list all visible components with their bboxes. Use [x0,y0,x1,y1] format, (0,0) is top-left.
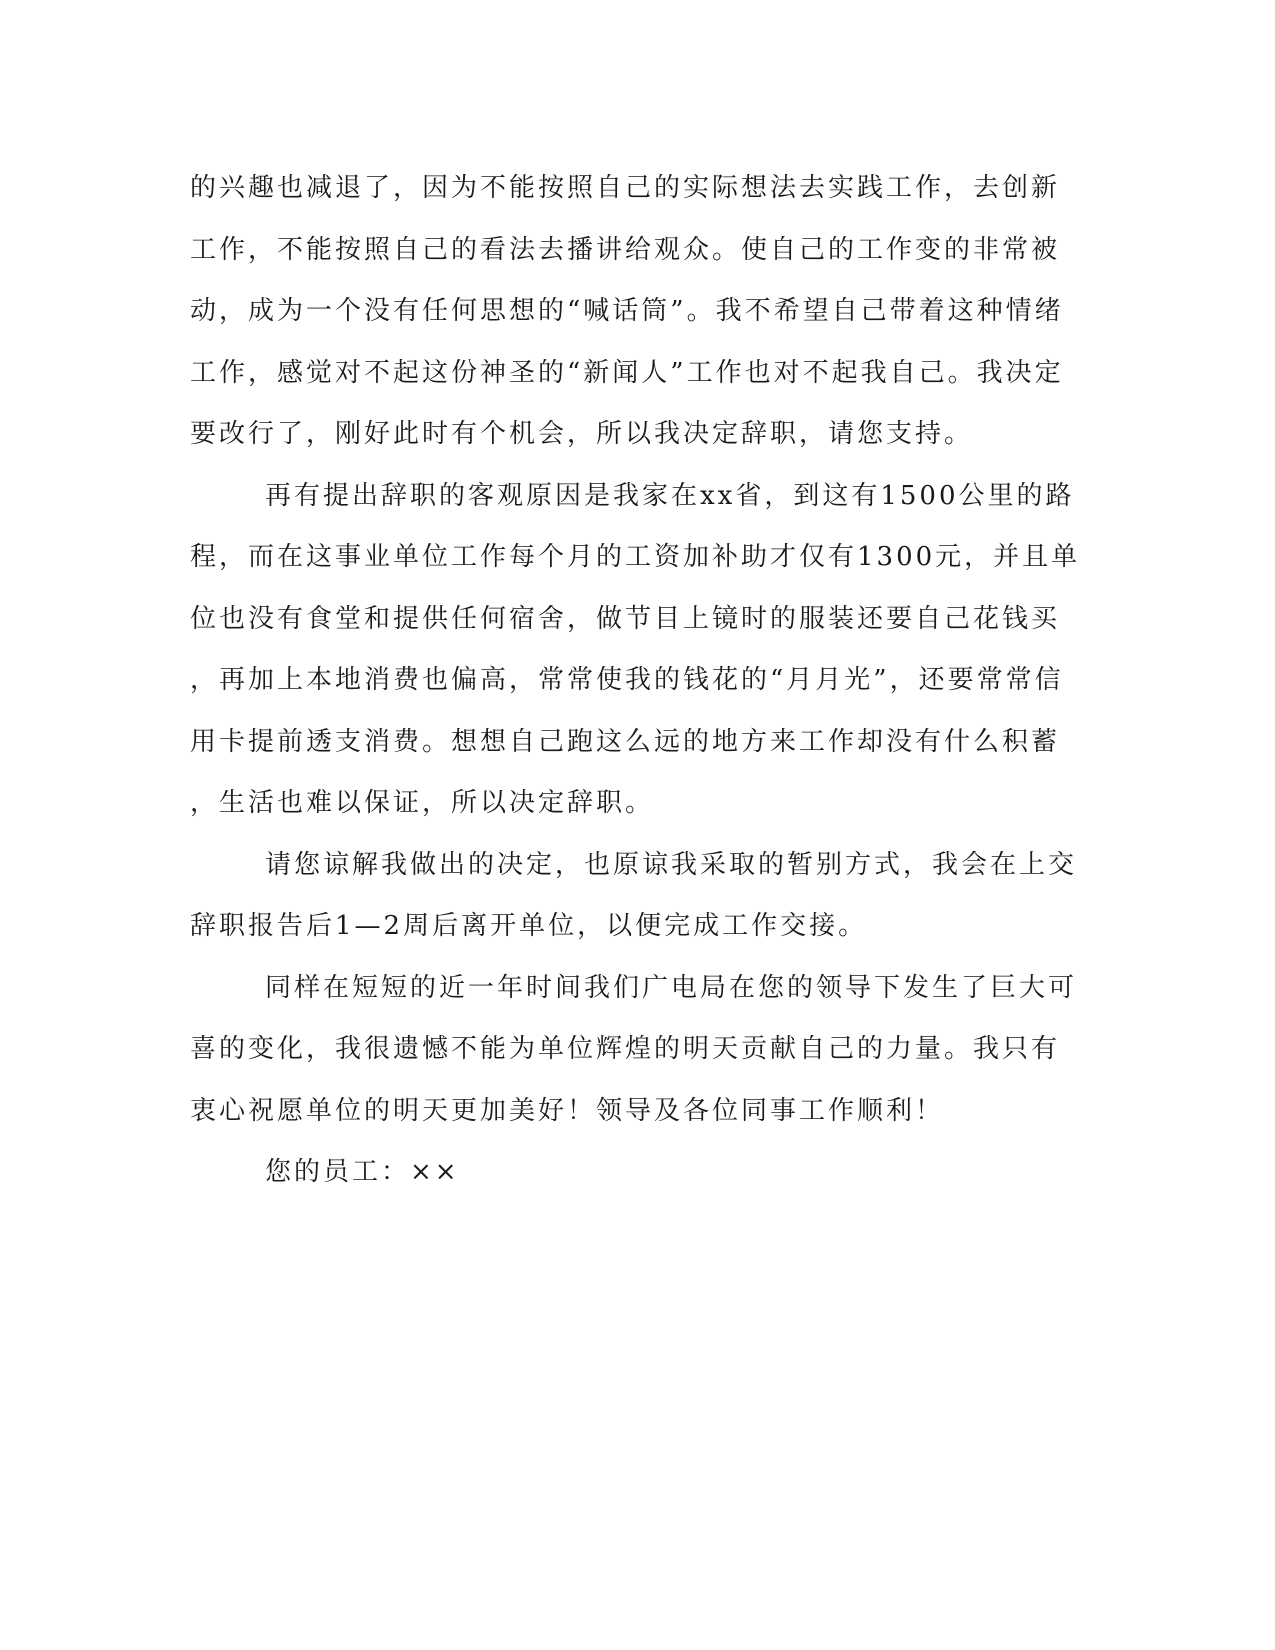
signature [190,1142,1080,1204]
text-line: 工作，不能按照自己的看法去播讲给观众。使自己的工作变的非常被 [190,234,1061,265]
text-line: 位也没有食堂和提供任何宿舍，做节目上镜时的服装还要自己花钱买 [190,603,1061,634]
text-line: 喜的变化，我很遗憾不能为单位辉煌的明天贡献自己的力量。我只有 [190,1034,1061,1064]
letter-body [190,158,1080,1204]
paragraph-reason-objective [190,466,1080,835]
text-line: ，生活也难以保证，所以决定辞职。 [190,788,655,818]
text-line: 用卡提前透支消费。想想自己跑这么远的地方来工作却没有什么积蓄 [190,726,1061,757]
text-line: 动，成为一个没有任何思想的“喊话筒”。我不希望自己带着这种情绪 [190,296,1064,326]
text-line: ，再加上本地消费也偏高，常常使我的钱花的“月月光”，还要常常信 [190,665,1064,695]
text-line: 同样在短短的近一年时间我们广电局在您的领导下发生了巨大可 [265,972,1078,1003]
paragraph-reason-personal [190,158,1080,466]
text-line: 辞职报告后1—2周后离开单位，以便完成工作交接。 [190,911,868,941]
paragraph-closing-wishes [190,958,1080,1143]
text-line: 再有提出辞职的客观原因是我家在xx省，到这有1500公里的路 [265,480,1075,511]
text-line: 请您谅解我做出的决定，也原谅我采取的暂别方式，我会在上交 [265,849,1078,880]
text-line: 程，而在这事业单位工作每个月的工资加补助才仅有1300元，并且单 [190,542,1081,572]
text-line: 要改行了，刚好此时有个机会，所以我决定辞职，请您支持。 [190,419,974,449]
text-line: 衷心祝愿单位的明天更加美好！领导及各位同事工作顺利！ [190,1095,945,1126]
signature-line: 您的员工：×× [265,1157,460,1187]
text-line: 工作，感觉对不起这份神圣的“新闻人”工作也对不起我自己。我决定 [190,357,1064,388]
paragraph-request [190,835,1080,958]
text-line: 的兴趣也减退了，因为不能按照自己的实际想法去实践工作，去创新 [190,173,1061,203]
